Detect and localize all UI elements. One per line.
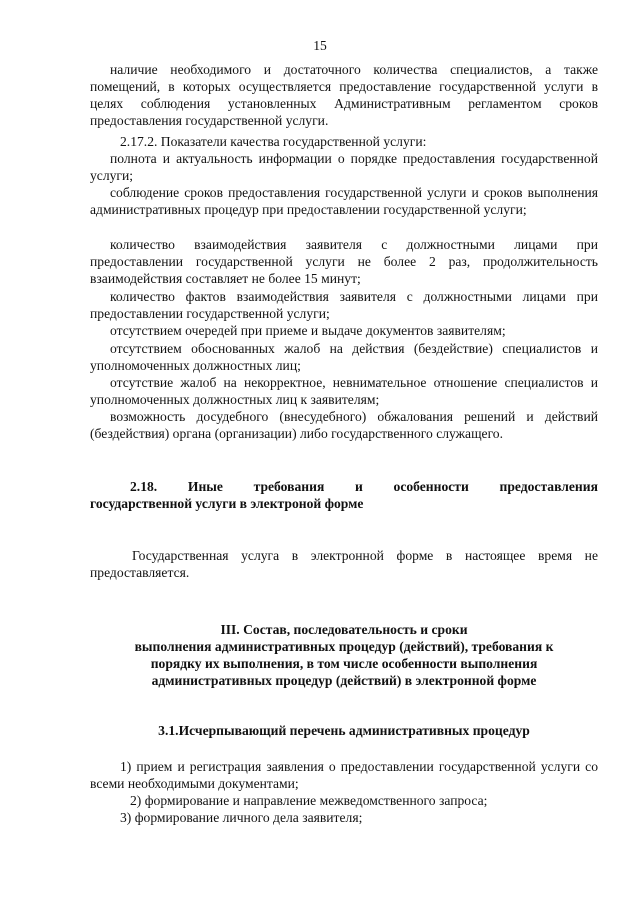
section-3-1-heading: 3.1.Исчерпывающий перечень административных процедур xyxy=(158,723,530,738)
paragraph-interaction-count: количество взаимодействия заявителя с должностными лицами при предоставлении государственной услуги не более 2 раз, продолжительность взаимодействия составляет не более 15 минут; xyxy=(90,237,598,286)
section-3-heading-line: выполнения административных процедур (действий), требования к xyxy=(134,639,554,654)
section-2-18-word: предоставления xyxy=(499,479,598,494)
section-3-heading-line: порядку их выполнения, в том числе особенности выполнения xyxy=(150,656,538,671)
paragraph-information-completeness: полнота и актуальность информации о порядке предоставления государственной услуги; xyxy=(90,151,598,183)
section-2-18-word: требования xyxy=(253,479,325,494)
list-item-procedure-2: 2) формирование и направление межведомственного запроса; xyxy=(130,793,488,808)
paragraph-electronic-form-not-provided: Государственная услуга в электронной форме в настоящее время не предоставляется. xyxy=(90,548,598,580)
paragraph-appeal-possibility: возможность досудебного (внесудебного) обжалования решений и действий (бездействия) органа (организации) либо государственного служащего. xyxy=(90,409,598,441)
section-2-18-heading-line2: государственной услуги в электроной форме xyxy=(90,496,364,511)
section-2-18-number: 2.18. xyxy=(130,479,158,494)
paragraph-interaction-facts: количество фактов взаимодействия заявителя с должностными лицами при предоставлении государственной услуги; xyxy=(90,289,598,321)
page-number: 15 xyxy=(313,38,327,53)
paragraph-no-queues: отсутствием очередей при приеме и выдаче документов заявителям; xyxy=(110,323,506,338)
section-3-heading-line: административных процедур (действий) в электронной форме xyxy=(151,673,537,688)
paragraph-no-incorrect-attitude: отсутствие жалоб на некорректное, невнимательное отношение специалистов и уполномоченных должностных лиц к заявителям; xyxy=(90,375,598,407)
paragraph-no-complaints: отсутствием обоснованных жалоб на действия (бездействие) специалистов и уполномоченных должностных лиц; xyxy=(90,341,598,373)
section-2-18-heading xyxy=(90,478,598,512)
section-3-heading xyxy=(90,621,598,689)
section-2-18-word: Иные xyxy=(187,479,223,494)
section-2-18-word: особенности xyxy=(393,479,469,494)
section-2-18-word: и xyxy=(354,479,363,494)
paragraph-staff-availability: наличие необходимого и достаточного количества специалистов, а также помещений, в которых осуществляется предоставление государственной услуги в целях соблюдения установленных Административным регламентом сроков предоставления государственной услуги. xyxy=(90,62,598,128)
paragraph-quality-indicators: 2.17.2. Показатели качества государственной услуги: xyxy=(120,134,427,149)
list-item-procedure-1: 1) прием и регистрация заявления о предоставлении государственной услуги со всеми необходимыми документами; xyxy=(90,759,598,791)
section-2-18-heading-line1 xyxy=(90,478,598,495)
list-item-procedure-3: 3) формирование личного дела заявителя; xyxy=(120,810,363,825)
section-3-heading-line: III. Состав, последовательность и сроки xyxy=(220,622,468,637)
paragraph-deadlines-compliance: соблюдение сроков предоставления государственной услуги и сроков выполнения административных процедур при предоставлении государственной услуги; xyxy=(90,185,598,217)
